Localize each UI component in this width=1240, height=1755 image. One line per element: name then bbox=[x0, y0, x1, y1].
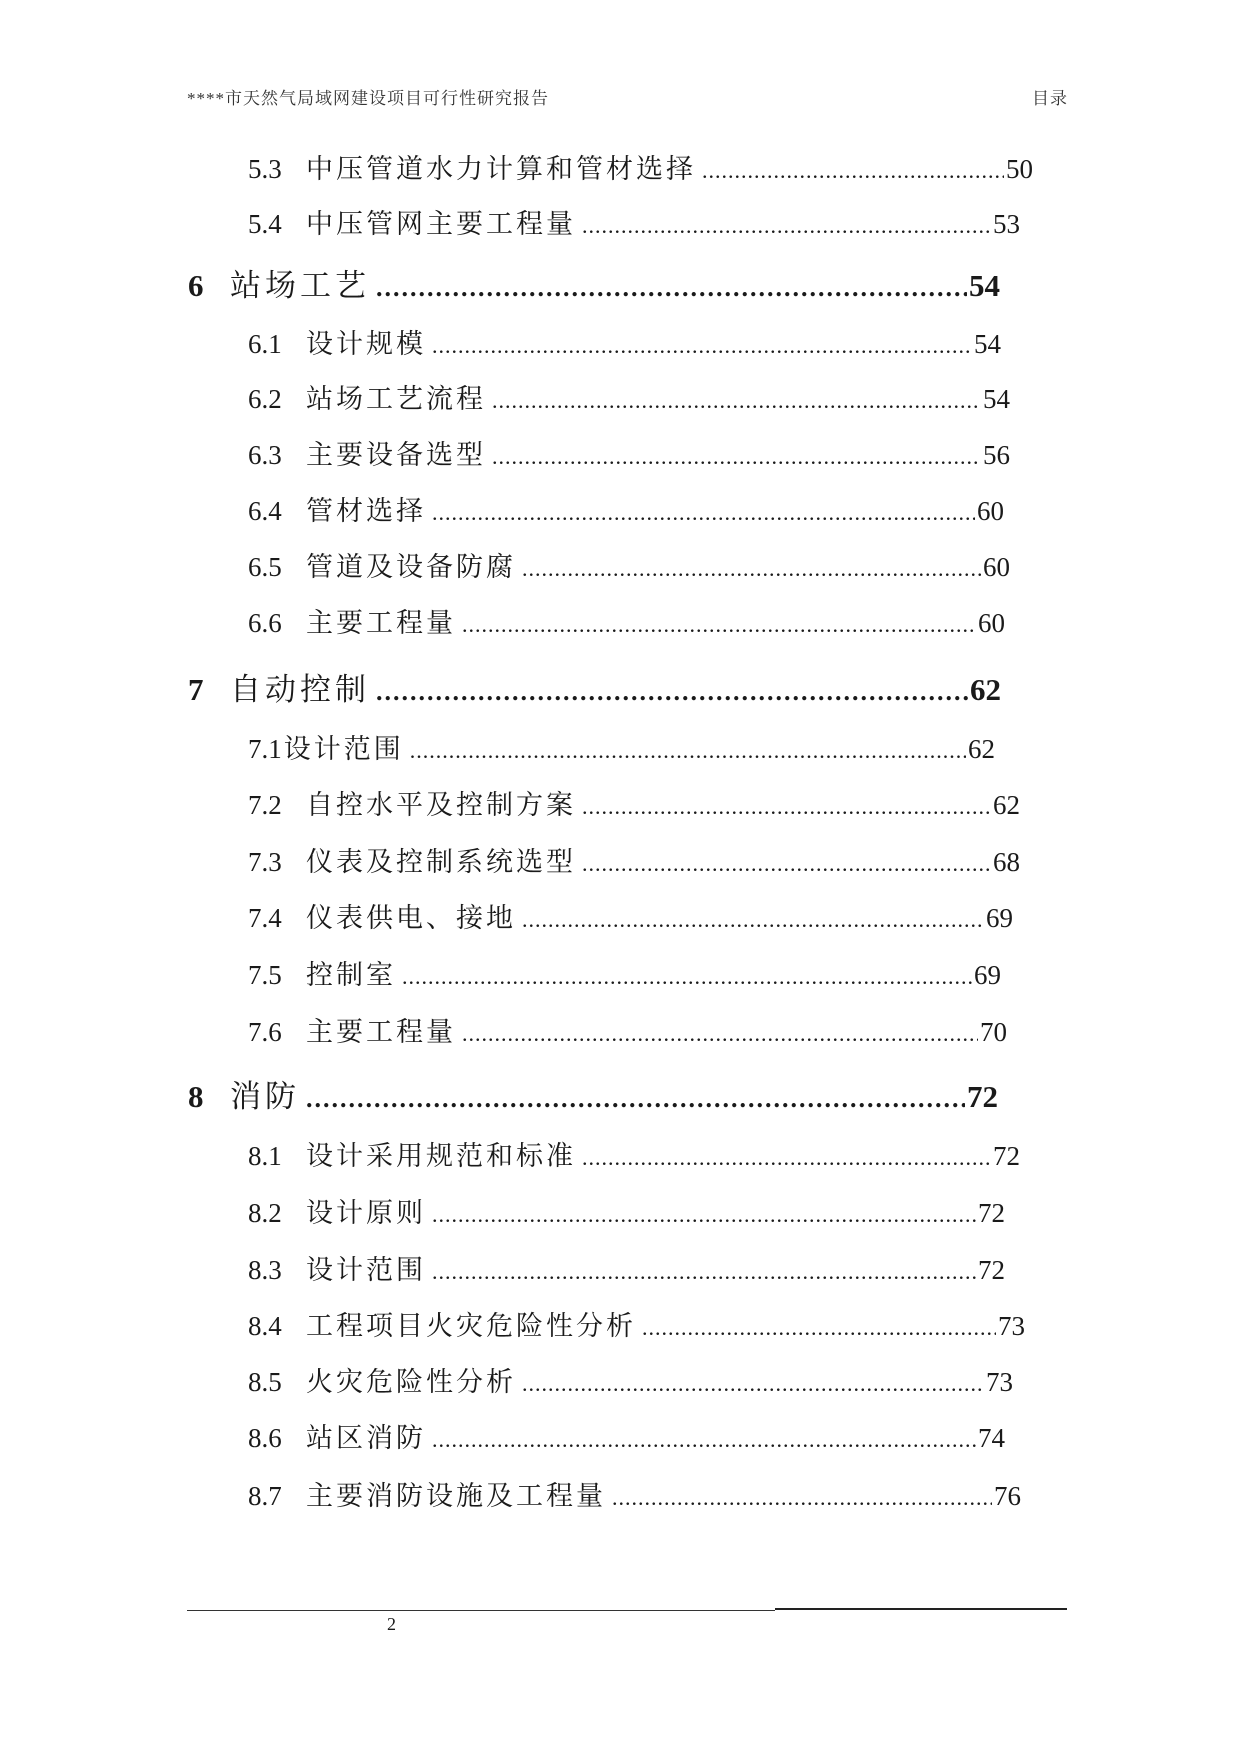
toc-entry-number: 6.4 bbox=[248, 496, 282, 526]
toc-entry-page: 50 bbox=[1006, 154, 1033, 184]
toc-dot-leader bbox=[702, 158, 1004, 184]
toc-entry-page: 68 bbox=[993, 847, 1020, 877]
toc-entry-page: 74 bbox=[978, 1423, 1005, 1453]
toc-entry-title: 设计原则 bbox=[306, 1198, 426, 1228]
toc-entry-title: 主要消防设施及工程量 bbox=[306, 1481, 606, 1511]
toc-entry-page: 69 bbox=[986, 903, 1013, 933]
toc-entry-number: 6.6 bbox=[248, 608, 282, 638]
toc-entry-title: 管材选择 bbox=[306, 496, 426, 526]
toc-dot-leader bbox=[522, 556, 981, 582]
toc-dot-leader bbox=[462, 612, 976, 638]
toc-entry-title: 设计采用规范和标准 bbox=[306, 1141, 576, 1171]
toc-chapter-page: 62 bbox=[970, 672, 1001, 707]
toc-entry-6-3[interactable] bbox=[248, 433, 1010, 472]
toc-entry-8-4[interactable] bbox=[248, 1304, 1025, 1343]
toc-entry-8-2[interactable] bbox=[248, 1191, 1005, 1230]
toc-entry-title: 火灾危险性分析 bbox=[306, 1367, 516, 1397]
toc-entry-number: 7.6 bbox=[248, 1017, 282, 1047]
toc-entry-number: 8.2 bbox=[248, 1198, 282, 1228]
toc-dot-leader bbox=[432, 1427, 976, 1453]
toc-chapter-page: 72 bbox=[967, 1079, 998, 1114]
toc-chapter-7[interactable] bbox=[188, 664, 1001, 709]
toc-chapter-number: 6 bbox=[188, 268, 204, 303]
toc-entry-title: 主要设备选型 bbox=[306, 440, 486, 470]
toc-dot-leader bbox=[376, 273, 967, 303]
toc-entry-number: 7.5 bbox=[248, 960, 282, 990]
toc-dot-leader bbox=[432, 333, 972, 359]
toc-entry-number: 6.5 bbox=[248, 552, 282, 582]
toc-chapter-number: 7 bbox=[188, 672, 204, 707]
toc-entry-number: 7.4 bbox=[248, 903, 282, 933]
toc-entry-page: 62 bbox=[968, 734, 995, 764]
toc-dot-leader bbox=[582, 851, 991, 877]
toc-entry-number: 7.2 bbox=[248, 790, 282, 820]
toc-entry-page: 70 bbox=[980, 1017, 1007, 1047]
toc-dot-leader bbox=[522, 907, 984, 933]
toc-entry-number: 5.3 bbox=[248, 154, 282, 184]
toc-entry-number: 6.1 bbox=[248, 329, 282, 359]
toc-entry-7-6[interactable] bbox=[248, 1010, 1007, 1049]
toc-entry-number: 7.1 bbox=[248, 734, 282, 764]
toc-dot-leader bbox=[402, 964, 972, 990]
toc-dot-leader bbox=[306, 1084, 965, 1114]
toc-entry-page: 76 bbox=[994, 1481, 1021, 1511]
toc-entry-7-3[interactable] bbox=[248, 840, 1020, 879]
toc-entry-title: 自控水平及控制方案 bbox=[306, 790, 576, 820]
toc-entry-page: 69 bbox=[974, 960, 1001, 990]
toc-entry-title: 设计范围 bbox=[283, 734, 404, 764]
toc-dot-leader bbox=[432, 500, 975, 526]
toc-dot-leader bbox=[462, 1021, 978, 1047]
toc-chapter-title: 消防 bbox=[230, 1079, 300, 1114]
footer-rule-thin bbox=[187, 1610, 775, 1611]
toc-chapter-8[interactable] bbox=[188, 1071, 998, 1116]
toc-entry-5-3[interactable] bbox=[248, 147, 1033, 186]
toc-entry-page: 60 bbox=[983, 552, 1010, 582]
toc-entry-7-1[interactable] bbox=[248, 727, 995, 766]
toc-entry-number: 5.4 bbox=[248, 209, 282, 239]
toc-dot-leader bbox=[410, 738, 966, 764]
toc-entry-6-6[interactable] bbox=[248, 601, 1005, 640]
toc-dot-leader bbox=[432, 1259, 976, 1285]
toc-entry-title: 设计范围 bbox=[306, 1255, 426, 1285]
running-header-section: 目录 bbox=[1032, 89, 1068, 108]
toc-chapter-title: 自动控制 bbox=[230, 672, 370, 707]
toc-entry-title: 仪表及控制系统选型 bbox=[306, 847, 576, 877]
toc-entry-title: 站场工艺流程 bbox=[306, 384, 486, 414]
toc-entry-6-4[interactable] bbox=[248, 489, 1004, 528]
toc-entry-title: 中压管网主要工程量 bbox=[306, 209, 576, 239]
toc-entry-6-5[interactable] bbox=[248, 545, 1010, 584]
toc-dot-leader bbox=[432, 1202, 976, 1228]
toc-entry-page: 72 bbox=[978, 1255, 1005, 1285]
toc-entry-number: 8.4 bbox=[248, 1311, 282, 1341]
toc-entry-page: 60 bbox=[978, 608, 1005, 638]
toc-entry-page: 72 bbox=[993, 1141, 1020, 1171]
toc-entry-page: 53 bbox=[993, 209, 1020, 239]
toc-entry-title: 管道及设备防腐 bbox=[306, 552, 516, 582]
toc-entry-number: 8.5 bbox=[248, 1367, 282, 1397]
toc-entry-page: 73 bbox=[998, 1311, 1025, 1341]
toc-entry-8-1[interactable] bbox=[248, 1134, 1020, 1173]
toc-entry-title: 主要工程量 bbox=[306, 1017, 456, 1047]
toc-entry-5-4[interactable] bbox=[248, 202, 1020, 241]
toc-dot-leader bbox=[492, 444, 981, 470]
toc-dot-leader bbox=[522, 1371, 984, 1397]
toc-dot-leader bbox=[582, 794, 991, 820]
toc-entry-page: 60 bbox=[977, 496, 1004, 526]
toc-entry-8-5[interactable] bbox=[248, 1360, 1013, 1399]
toc-dot-leader bbox=[582, 1145, 991, 1171]
toc-entry-6-2[interactable] bbox=[248, 377, 1010, 416]
toc-entry-7-2[interactable] bbox=[248, 783, 1020, 822]
toc-entry-8-7[interactable] bbox=[248, 1474, 1021, 1513]
toc-chapter-title: 站场工艺 bbox=[230, 268, 370, 303]
toc-entry-title: 仪表供电、接地 bbox=[306, 903, 516, 933]
toc-entry-title: 中压管道水力计算和管材选择 bbox=[306, 154, 696, 184]
toc-entry-8-6[interactable] bbox=[248, 1416, 1005, 1455]
toc-entry-page: 72 bbox=[978, 1198, 1005, 1228]
toc-entry-number: 8.6 bbox=[248, 1423, 282, 1453]
toc-dot-leader bbox=[376, 677, 968, 707]
toc-dot-leader bbox=[642, 1315, 996, 1341]
toc-entry-title: 设计规模 bbox=[306, 329, 426, 359]
toc-entry-page: 56 bbox=[983, 440, 1010, 470]
toc-entry-6-1[interactable] bbox=[248, 322, 1001, 361]
toc-entry-page: 73 bbox=[986, 1367, 1013, 1397]
toc-dot-leader bbox=[612, 1485, 992, 1511]
toc-entry-title: 站区消防 bbox=[306, 1423, 426, 1453]
toc-entry-page: 54 bbox=[974, 329, 1001, 359]
toc-entry-8-3[interactable] bbox=[248, 1248, 1005, 1287]
toc-entry-page: 54 bbox=[983, 384, 1010, 414]
page-number: 2 bbox=[387, 1614, 396, 1634]
toc-chapter-6[interactable] bbox=[188, 260, 1000, 305]
toc-entry-number: 8.3 bbox=[248, 1255, 282, 1285]
toc-entry-title: 工程项目火灾危险性分析 bbox=[306, 1311, 636, 1341]
toc-entry-number: 6.3 bbox=[248, 440, 282, 470]
running-header-title: ****市天然气局域网建设项目可行性研究报告 bbox=[187, 89, 549, 108]
toc-entry-number: 8.1 bbox=[248, 1141, 282, 1171]
toc-entry-title: 主要工程量 bbox=[306, 608, 456, 638]
toc-chapter-page: 54 bbox=[969, 268, 1000, 303]
toc-entry-number: 8.7 bbox=[248, 1481, 282, 1511]
toc-chapter-number: 8 bbox=[188, 1079, 204, 1114]
footer-rule-thick bbox=[775, 1608, 1067, 1610]
toc-dot-leader bbox=[582, 213, 991, 239]
toc-entry-7-4[interactable] bbox=[248, 896, 1013, 935]
toc-dot-leader bbox=[492, 388, 981, 414]
toc-entry-page: 62 bbox=[993, 790, 1020, 820]
toc-entry-title: 控制室 bbox=[306, 960, 396, 990]
toc-entry-number: 6.2 bbox=[248, 384, 282, 414]
toc-entry-7-5[interactable] bbox=[248, 953, 1001, 992]
toc-entry-number: 7.3 bbox=[248, 847, 282, 877]
